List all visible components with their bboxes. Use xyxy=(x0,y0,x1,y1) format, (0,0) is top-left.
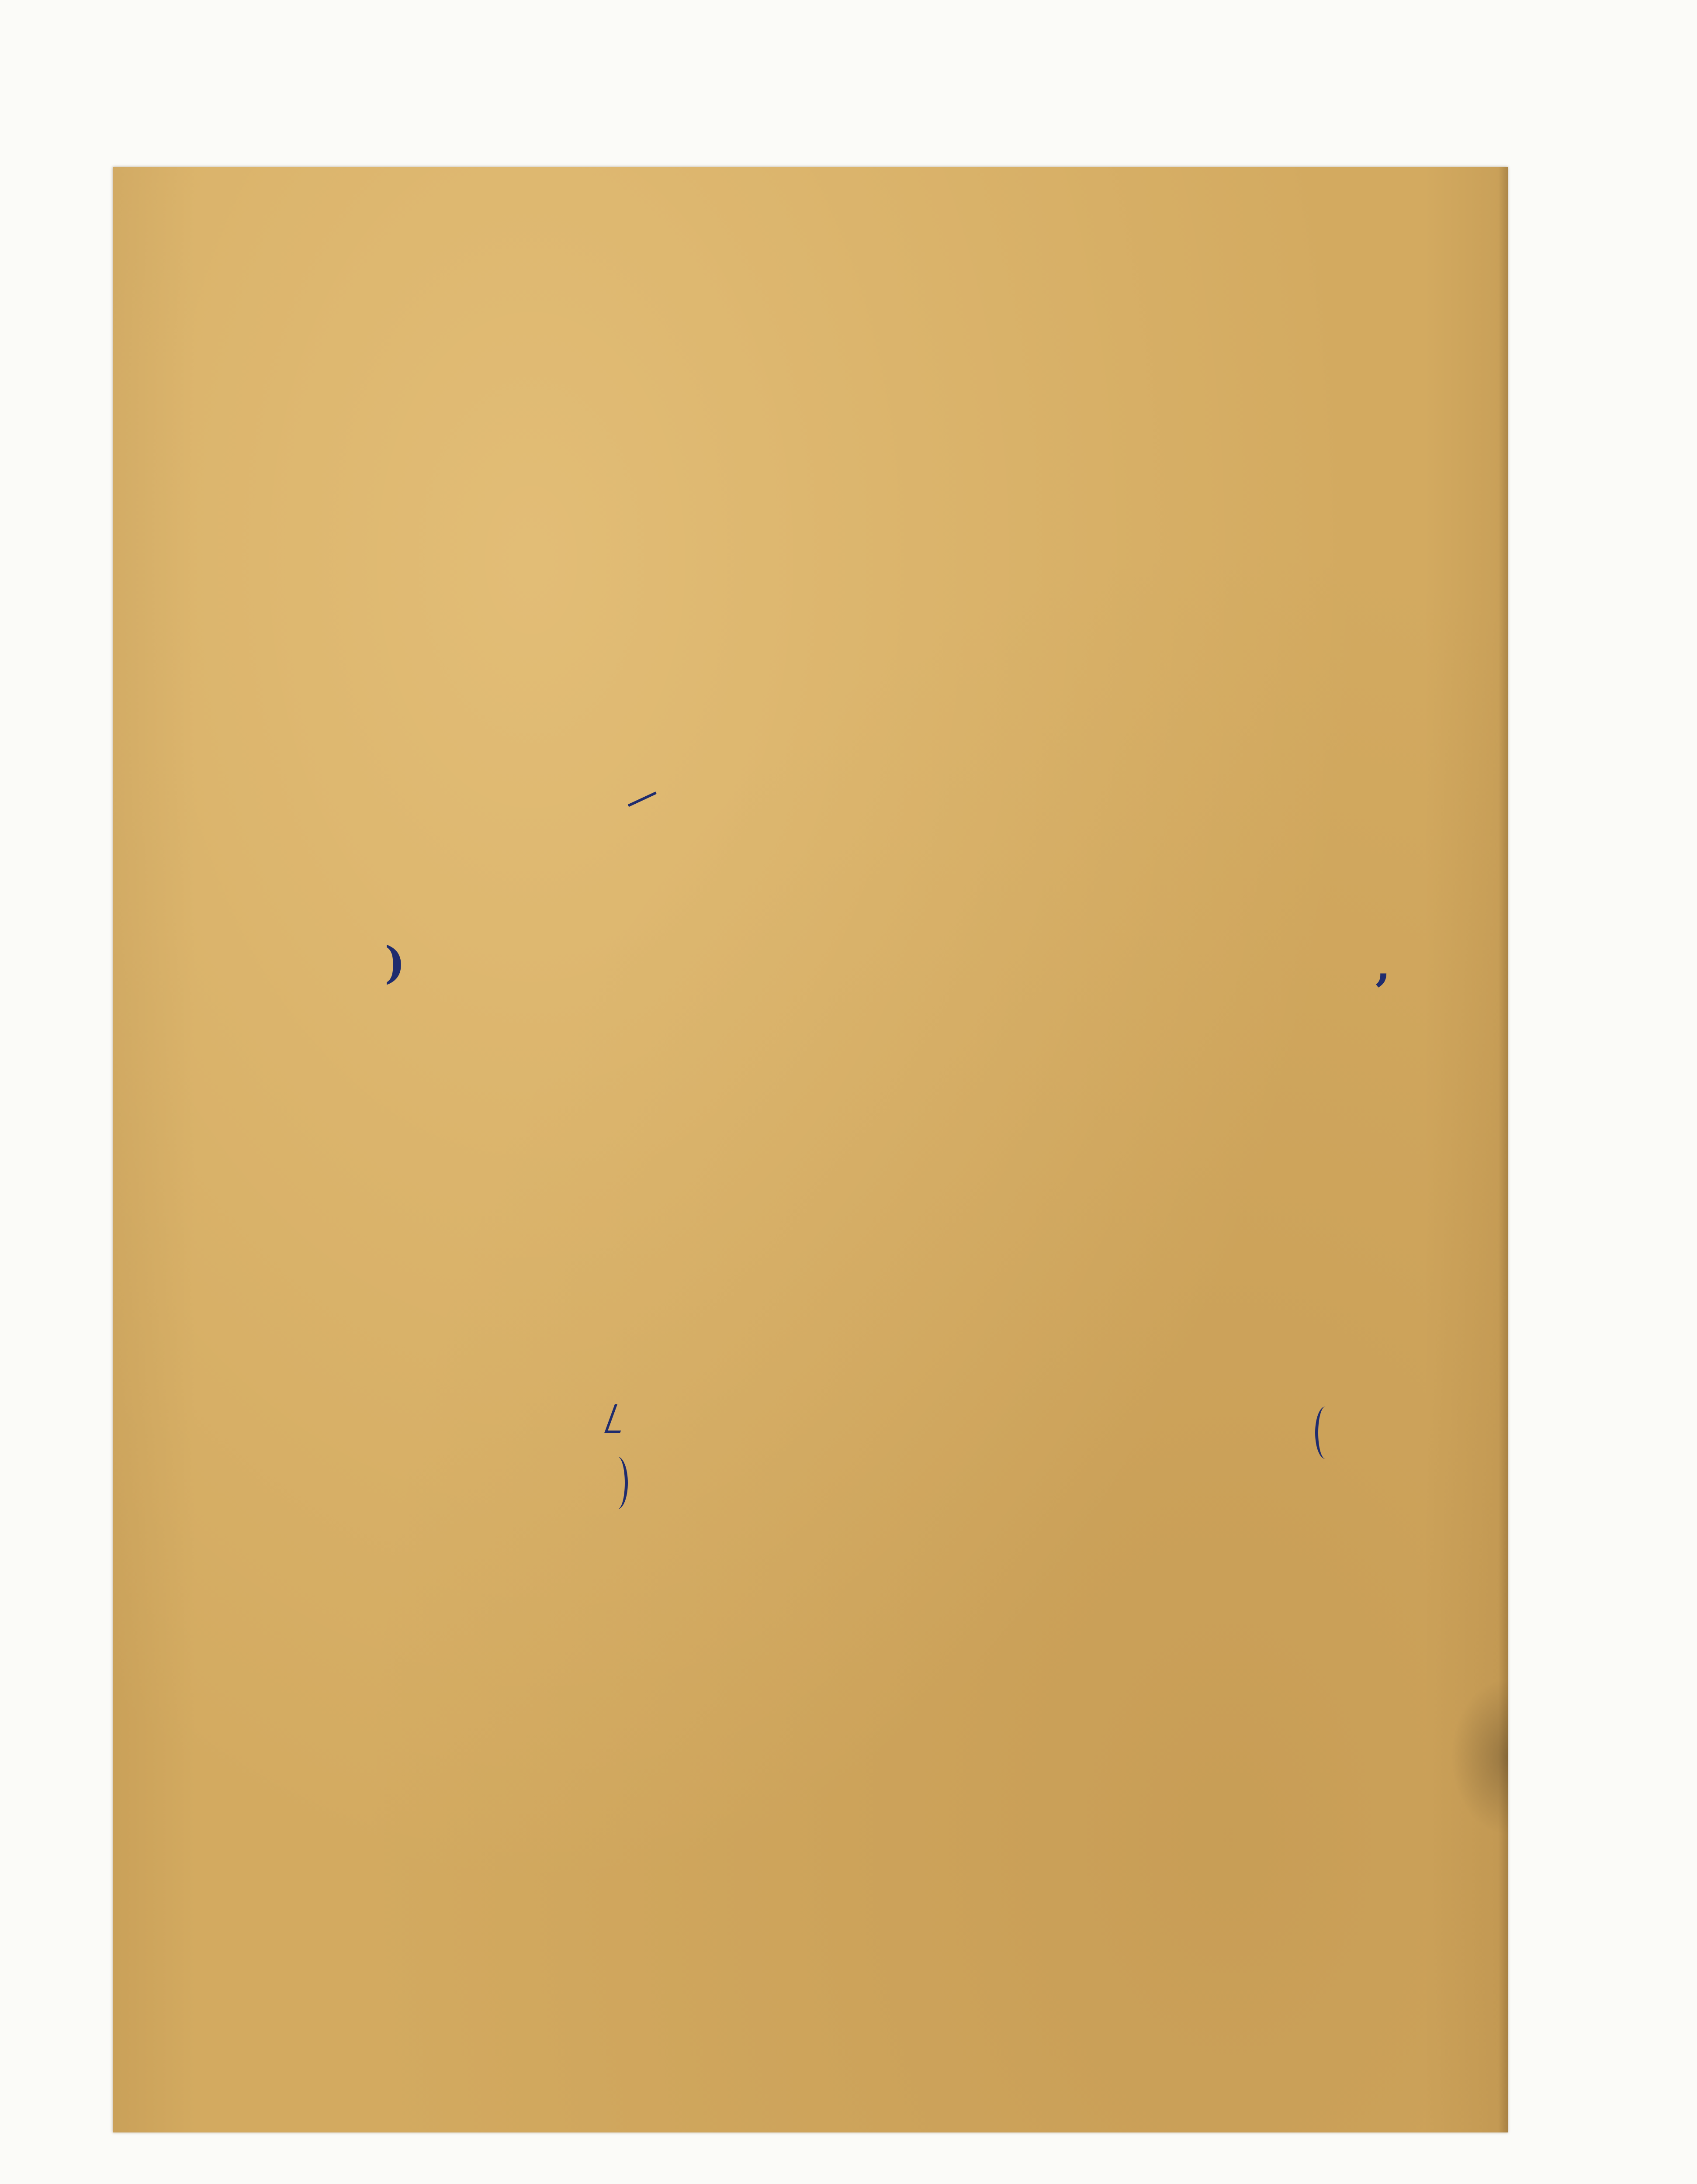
fingerprint-smudge xyxy=(1451,1678,1508,1835)
page-edge-shadow xyxy=(1498,167,1508,2132)
comma-mark-2: , xyxy=(1375,939,1391,991)
parenthesis-open-mark xyxy=(1315,1406,1336,1459)
parenthesis-close-mark xyxy=(607,1457,628,1509)
comma-mark-1: ) xyxy=(384,937,405,988)
document-page xyxy=(113,167,1508,2132)
